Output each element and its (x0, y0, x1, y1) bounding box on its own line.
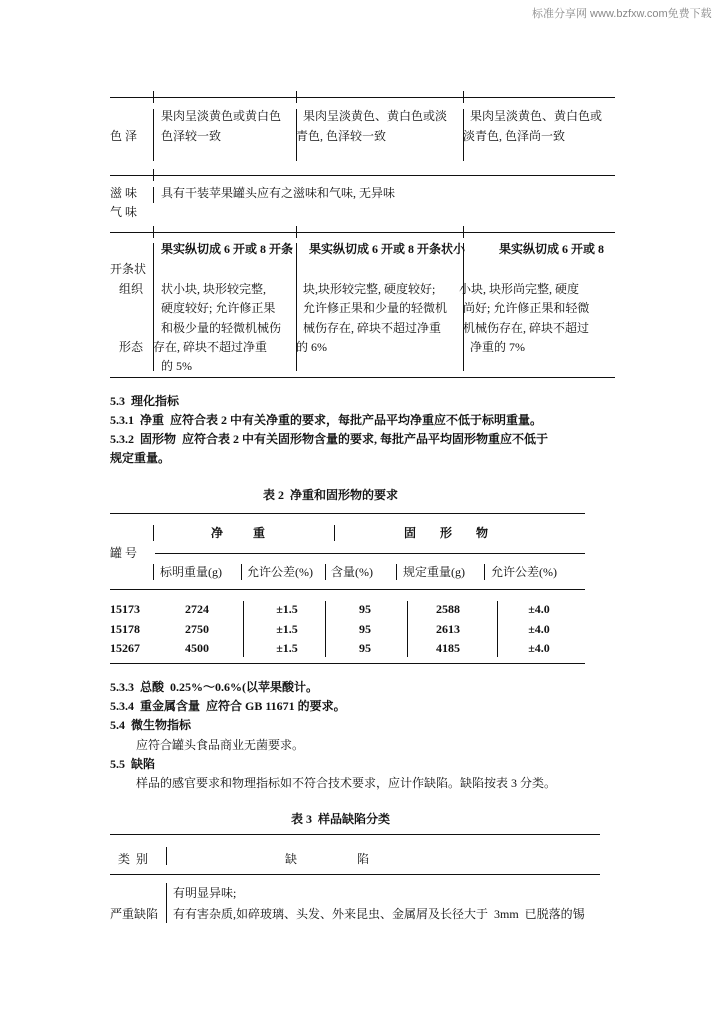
table-cell: 色泽较一致 (161, 129, 222, 143)
table-cell: 硬度较好; 允许修正果 (161, 301, 276, 315)
table-cell: 果实纵切成 6 开或 8 开条状小 (309, 242, 466, 256)
table-rule (110, 175, 615, 176)
row-label: 开条状 (110, 262, 147, 276)
header-can-number: 罐 号 (110, 546, 138, 560)
table-cell: 尚好; 允许修正果和轻微 (463, 301, 590, 315)
column-tick (153, 169, 154, 181)
table-cell: 存在, 碎块不超过净重 (153, 340, 268, 354)
table-cell: 淡青色, 色泽尚一致 (463, 129, 566, 143)
row-label: 组织 (119, 282, 144, 296)
row-label: 色 泽 (110, 129, 138, 143)
table-cell: 4185 (436, 641, 460, 655)
table-cell: 机械伤存在, 碎块不超过 (463, 321, 590, 335)
table-cell: 果实纵切成 6 开或 8 (499, 242, 605, 256)
table-cell: 4500 (185, 641, 209, 655)
column-divider (153, 564, 154, 580)
table-cell: 2588 (436, 602, 460, 616)
subheader: 含量(%) (331, 565, 373, 579)
table-cell: 果肉呈淡黄色、黄白色或 (470, 109, 603, 123)
table-cell: 果肉呈淡黄色或黄白色 (161, 109, 282, 123)
table-rule (110, 834, 600, 835)
table-cell: ±4.0 (528, 602, 550, 616)
subheader: 标明重量(g) (160, 565, 222, 579)
table-rule (110, 589, 585, 590)
table-cell: 15178 (110, 622, 140, 636)
column-divider (484, 564, 485, 580)
column-tick (463, 226, 464, 238)
table-rule (110, 513, 585, 514)
table-cell: 的 6% (296, 340, 327, 354)
table-cell: 95 (359, 641, 371, 655)
subheader: 允许公差(%) (247, 565, 313, 579)
table-cell: 械伤存在, 碎块不超过净重 (303, 321, 442, 335)
table-cell: ±1.5 (276, 641, 298, 655)
table-cell: 果肉呈淡黄色、黄白色或淡 (303, 109, 448, 123)
table-cell: 95 (359, 602, 371, 616)
table-cell: 青色, 色泽较一致 (296, 129, 387, 143)
table-rule (110, 97, 615, 98)
table-rule (110, 874, 600, 875)
table-cell: ±4.0 (528, 641, 550, 655)
column-divider (243, 601, 244, 657)
column-tick (296, 91, 297, 103)
table-cell: 净重的 7% (470, 340, 525, 354)
table-cell: ±1.5 (276, 602, 298, 616)
column-divider (396, 564, 397, 580)
column-divider (153, 525, 154, 541)
table-cell: 2613 (436, 622, 460, 636)
subheader: 规定重量(g) (403, 565, 465, 579)
subheader: 允许公差(%) (491, 565, 557, 579)
header-category: 类 别 (118, 852, 149, 866)
column-divider (166, 847, 167, 865)
column-divider (166, 883, 167, 923)
table-cell: ±1.5 (276, 622, 298, 636)
table-cell: 块,块形较完整, 硬度较好; (303, 282, 436, 296)
table-rule (155, 553, 585, 554)
table-cell: 小块, 块形尚完整, 硬度 (459, 282, 580, 296)
paragraph: 5.3.4 重金属含量 应符合 GB 11671 的要求。 (110, 699, 346, 713)
row-label: 滋 味 (110, 186, 138, 200)
paragraph: 5.3.3 总酸 0.25%～0.6%(以苹果酸计。 (110, 680, 318, 694)
column-divider (153, 187, 154, 203)
table-caption: 表 3 样品缺陷分类 (291, 812, 391, 826)
paragraph: 5.3.2 固形物 应符合表 2 中有关固形物含量的要求, 每批产品平均固形物重应不低于 (110, 432, 549, 446)
table-cell: 15267 (110, 641, 140, 655)
table-cell: ±4.0 (528, 622, 550, 636)
paragraph: 5.3.1 净重 应符合表 2 中有关净重的要求，每批产品平均净重应不低于标明重量。 (110, 413, 543, 427)
table-cell: 有有害杂质,如碎玻璃、头发、外来昆虫、金属屑及长径大于 3mm 已脱落的锡 (173, 907, 585, 921)
table-rule (110, 377, 615, 378)
section-heading: 5.5 缺陷 (110, 757, 156, 771)
column-tick (153, 91, 154, 103)
table-rule (110, 663, 585, 664)
table-rule (110, 232, 615, 233)
row-label: 严重缺陷 (110, 907, 159, 921)
column-divider (497, 601, 498, 657)
table-cell: 具有干装苹果罐头应有之滋味和气味, 无异味 (161, 186, 396, 200)
header-net-weight: 净 重 (211, 526, 266, 540)
column-divider (325, 601, 326, 657)
column-divider (153, 109, 154, 161)
column-tick (153, 226, 154, 238)
column-tick (463, 91, 464, 103)
header-defect: 缺 陷 (285, 852, 370, 866)
column-divider (334, 525, 335, 541)
table-cell: 2750 (185, 622, 209, 636)
header-solids: 固 形 物 (404, 526, 489, 540)
column-divider (241, 564, 242, 580)
watermark: 标准分享网 www.bzfxw.com免费下载 (532, 8, 712, 20)
table-cell: 有明显异味; (173, 886, 237, 900)
row-label: 形态 (119, 340, 144, 354)
column-divider (325, 564, 326, 580)
section-heading: 5.4 微生物指标 (110, 718, 192, 732)
paragraph: 规定重量。 (110, 451, 171, 465)
section-heading: 5.3 理化指标 (110, 394, 180, 408)
table-cell: 2724 (185, 602, 209, 616)
paragraph: 样品的感官要求和物理指标如不符合技术要求，应计作缺陷。缺陷按表 3 分类。 (136, 776, 557, 790)
table-cell: 的 5% (161, 359, 192, 373)
table-cell: 和极少量的轻微机械伤 (161, 321, 282, 335)
paragraph: 应符合罐头食品商业无菌要求。 (136, 738, 305, 752)
table-cell: 15173 (110, 602, 140, 616)
row-label: 气 味 (110, 205, 138, 219)
table-cell: 95 (359, 622, 371, 636)
table-caption: 表 2 净重和固形物的要求 (263, 488, 399, 502)
table-cell: 果实纵切成 6 开或 8 开条 (161, 242, 294, 256)
table-cell: 状小块, 块形较完整, (161, 282, 267, 296)
column-divider (407, 601, 408, 657)
table-cell: 允许修正果和少量的轻微机 (303, 301, 448, 315)
column-tick (296, 226, 297, 238)
